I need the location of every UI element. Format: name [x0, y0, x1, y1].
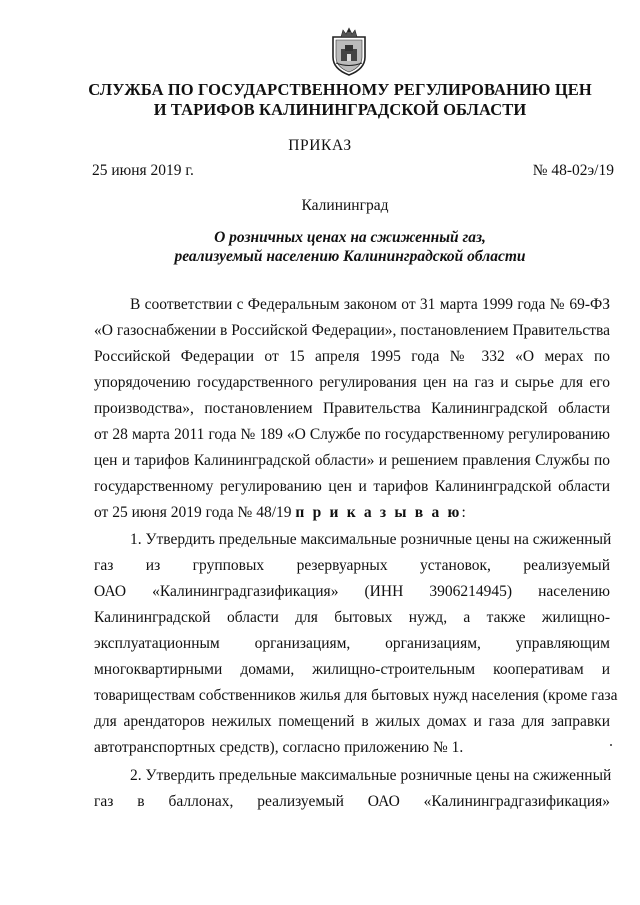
coat-of-arms-emblem [327, 27, 371, 77]
body-line: упорядочению государственного регулирования цен на газ и сырье для его [94, 374, 610, 391]
body-line: для арендаторов нежилых помещений в жилых домах и газа для заправки [94, 713, 610, 730]
body-line: производства», постановлением Правительства Калининградской области [94, 400, 610, 417]
body-line: газ в баллонах, реализуемый ОАО «Калининградгазификация» [94, 793, 610, 810]
body-line: Калининградской области для бытовых нужд, а также жилищно- [94, 609, 610, 626]
org-title-line-1: СЛУЖБА ПО ГОСУДАРСТВЕННОМУ РЕГУЛИРОВАНИЮ ЦЕН [88, 80, 592, 99]
scan-mark [610, 744, 612, 746]
body-line: В соответствии с Федеральным законом от 31 марта 1999 года № 69-ФЗ [130, 296, 610, 313]
subject-line-1: О розничных ценах на сжиженный газ, [214, 229, 486, 246]
body-line: 1. Утвердить предельные максимальные розничные цены на сжиженный [130, 531, 612, 548]
body-line: 2. Утвердить предельные максимальные розничные цены на сжиженный [130, 767, 612, 784]
body-line: от 28 марта 2011 года № 189 «О Службе по государственному регулированию [94, 426, 610, 443]
subject-line-2: реализуемый населению Калининградской области [174, 248, 526, 265]
decree-word: п р и к а з ы в а ю [295, 504, 462, 521]
document-type: ПРИКАЗ [288, 137, 352, 154]
document-number: № 48-02э/19 [532, 162, 614, 179]
body-line: автотранспортных средств), согласно приложению № 1. [94, 739, 464, 756]
body-line: цен и тарифов Калининградской области» и решением правления Службы по [94, 452, 610, 469]
decree-suffix: : [461, 504, 466, 521]
org-title-line-2: И ТАРИФОВ КАЛИНИНГРАДСКОЙ ОБЛАСТИ [153, 100, 527, 119]
body-line: многоквартирными домами, жилищно-строительным кооперативам и [94, 661, 610, 678]
body-line-decree [94, 504, 610, 524]
document-date: 25 июня 2019 г. [92, 162, 194, 179]
document-city: Калининград [301, 197, 389, 214]
body-line: Российской Федерации от 15 апреля 1995 года № 332 «О мерах по [94, 348, 610, 365]
body-line: государственному регулированию цен и тарифов Калининградской области [94, 478, 610, 495]
body-line: ОАО «Калининградгазификация» (ИНН 3906214945) населению [94, 583, 610, 600]
body-line: эксплуатационным организациям, организациям, управляющим [94, 635, 610, 652]
body-line: «О газоснабжении в Российской Федерации», постановлением Правительства [94, 322, 610, 339]
body-line: газ из групповых резервуарных установок, реализуемый [94, 557, 610, 574]
body-line: товариществам собственников жилья для бытовых нужд населения (кроме газа [94, 687, 618, 704]
body-line-text: от 25 июня 2019 года № 48/19 [94, 504, 292, 521]
